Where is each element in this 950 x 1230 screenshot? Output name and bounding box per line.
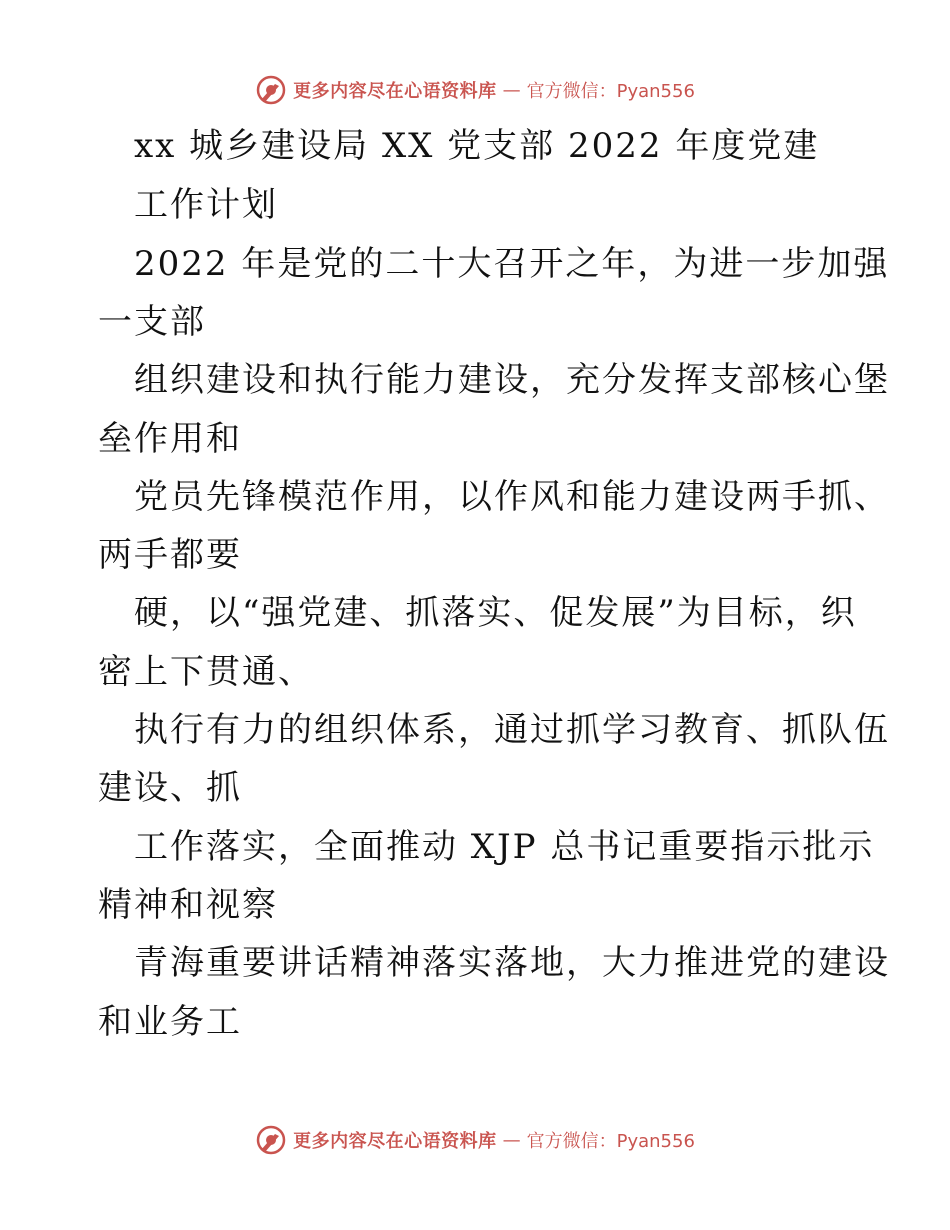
watermark-separator: — <box>502 1129 521 1151</box>
watermark-wechat: 官方微信：Pyan556 <box>526 1131 695 1152</box>
document-title-line-1: xx 城乡建设局 XX 党支部 2022 年度党建 <box>134 126 820 166</box>
body-line: 一支部 <box>98 302 206 342</box>
watermark-text: 更多内容尽在心语资料库 <box>293 81 497 102</box>
body-line: 两手都要 <box>98 535 242 575</box>
body-line: 精神和视察 <box>98 885 278 925</box>
pen-logo-icon <box>255 74 287 106</box>
body-line: 建设、抓 <box>98 768 242 808</box>
body-line: 和业务工 <box>98 1002 242 1042</box>
body-line: 硬，以“强党建、抓落实、促发展”为目标，织 <box>134 593 857 633</box>
body-line: 垒作用和 <box>98 419 242 459</box>
pen-logo-icon <box>255 1124 287 1156</box>
body-line: 执行有力的组织体系，通过抓学习教育、抓队伍 <box>134 710 890 750</box>
watermark-wechat: 官方微信：Pyan556 <box>526 81 695 102</box>
body-line: 2022 年是党的二十大召开之年，为进一步加强 <box>134 244 890 284</box>
body-line: 密上下贯通、 <box>98 652 314 692</box>
header-watermark <box>0 70 950 110</box>
footer-watermark <box>0 1120 950 1160</box>
watermark-separator: — <box>502 79 521 101</box>
watermark-text: 更多内容尽在心语资料库 <box>293 1131 497 1152</box>
body-line: 党员先锋模范作用，以作风和能力建设两手抓、 <box>134 477 890 517</box>
document-title-line-2: 工作计划 <box>134 185 278 225</box>
body-line: 工作落实，全面推动 XJP 总书记重要指示批示 <box>134 827 875 867</box>
body-line: 青海重要讲话精神落实落地，大力推进党的建设 <box>134 943 890 983</box>
body-line: 组织建设和执行能力建设，充分发挥支部核心堡 <box>134 360 890 400</box>
